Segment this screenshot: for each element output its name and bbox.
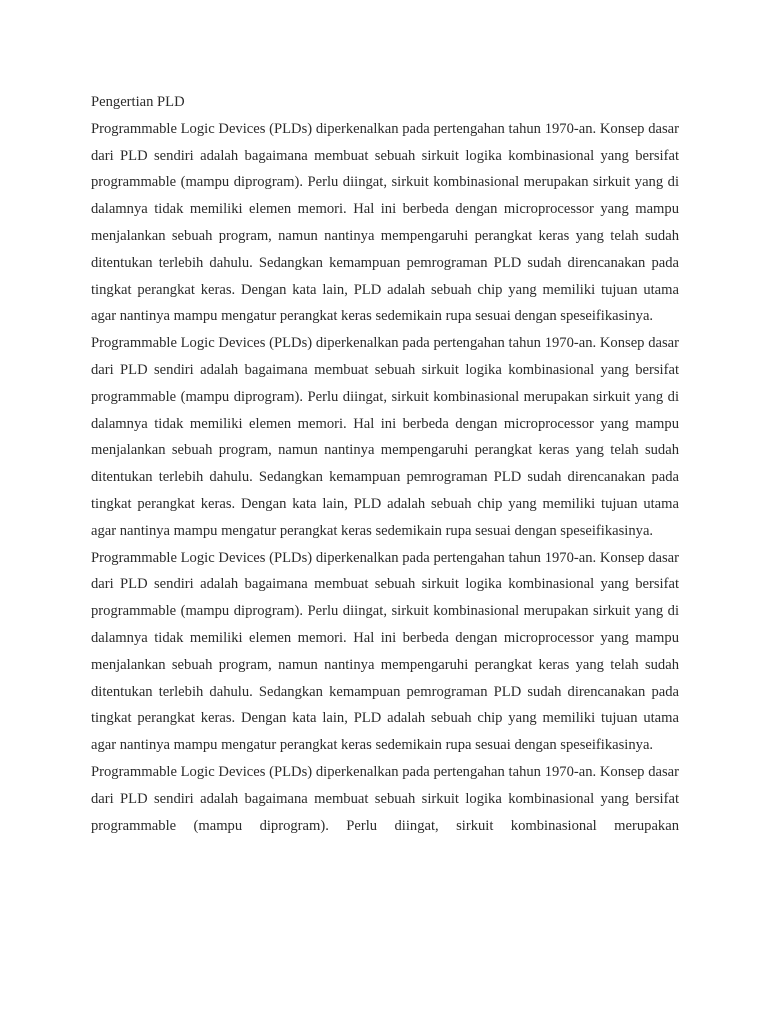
paragraph-1: Programmable Logic Devices (PLDs) diperkenalkan pada pertengahan tahun 1970-an. Konsep dasar dari PLD sendiri adalah bagaimana membuat sebuah sirkuit logika kombinasional yang bersifat programmable (mampu diprogram). Perlu diingat, sirkuit kombinasional merupakan sirkuit yang di dalamnya tidak memiliki elemen memori. Hal ini berbeda dengan microprocessor yang mampu menjalankan sebuah program, namun nantinya mempengaruhi perangkat keras yang telah sudah ditentukan terlebih dahulu. Sedangkan kemampuan pemrograman PLD sudah direncanakan pada tingkat perangkat keras. Dengan kata lain, PLD adalah sebuah chip yang memiliki tujuan utama agar nantinya mampu mengatur perangkat keras sedemikain rupa sesuai dengan speseifikasinya.	[91, 120, 679, 325]
paragraph-2: Programmable Logic Devices (PLDs) diperkenalkan pada pertengahan tahun 1970-an. Konsep dasar dari PLD sendiri adalah bagaimana membuat sebuah sirkuit logika kombinasional yang bersifat programmable (mampu diprogram). Perlu diingat, sirkuit kombinasional merupakan sirkuit yang di dalamnya tidak memiliki elemen memori. Hal ini berbeda dengan microprocessor yang mampu menjalankan sebuah program, namun nantinya mempengaruhi perangkat keras yang telah sudah ditentukan terlebih dahulu. Sedangkan kemampuan pemrograman PLD sudah direncanakan pada tingkat perangkat keras. Dengan kata lain, PLD adalah sebuah chip yang memiliki tujuan utama agar nantinya mampu mengatur perangkat keras sedemikain rupa sesuai dengan speseifikasinya.	[91, 335, 679, 539]
paragraph-4: Programmable Logic Devices (PLDs) diperkenalkan pada pertengahan tahun 1970-an. Konsep dasar dari PLD sendiri adalah bagaimana membuat sebuah sirkuit logika kombinasional yang bersifat programmable (mampu diprogram). Perlu diingat, sirkuit kombinasional merupakan	[91, 763, 679, 834]
paragraph-3: Programmable Logic Devices (PLDs) diperkenalkan pada pertengahan tahun 1970-an. Konsep dasar dari PLD sendiri adalah bagaimana membuat sebuah sirkuit logika kombinasional yang bersifat programmable (mampu diprogram). Perlu diingat, sirkuit kombinasional merupakan sirkuit yang di dalamnya tidak memiliki elemen memori. Hal ini berbeda dengan microprocessor yang mampu menjalankan sebuah program, namun nantinya mempengaruhi perangkat keras yang telah sudah ditentukan terlebih dahulu. Sedangkan kemampuan pemrograman PLD sudah direncanakan pada tingkat perangkat keras. Dengan kata lain, PLD adalah sebuah chip yang memiliki tujuan utama agar nantinya mampu mengatur perangkat keras sedemikain rupa sesuai dengan speseifikasinya.	[91, 549, 679, 754]
document-body	[91, 89, 679, 839]
page-title: Pengertian PLD	[91, 94, 185, 110]
